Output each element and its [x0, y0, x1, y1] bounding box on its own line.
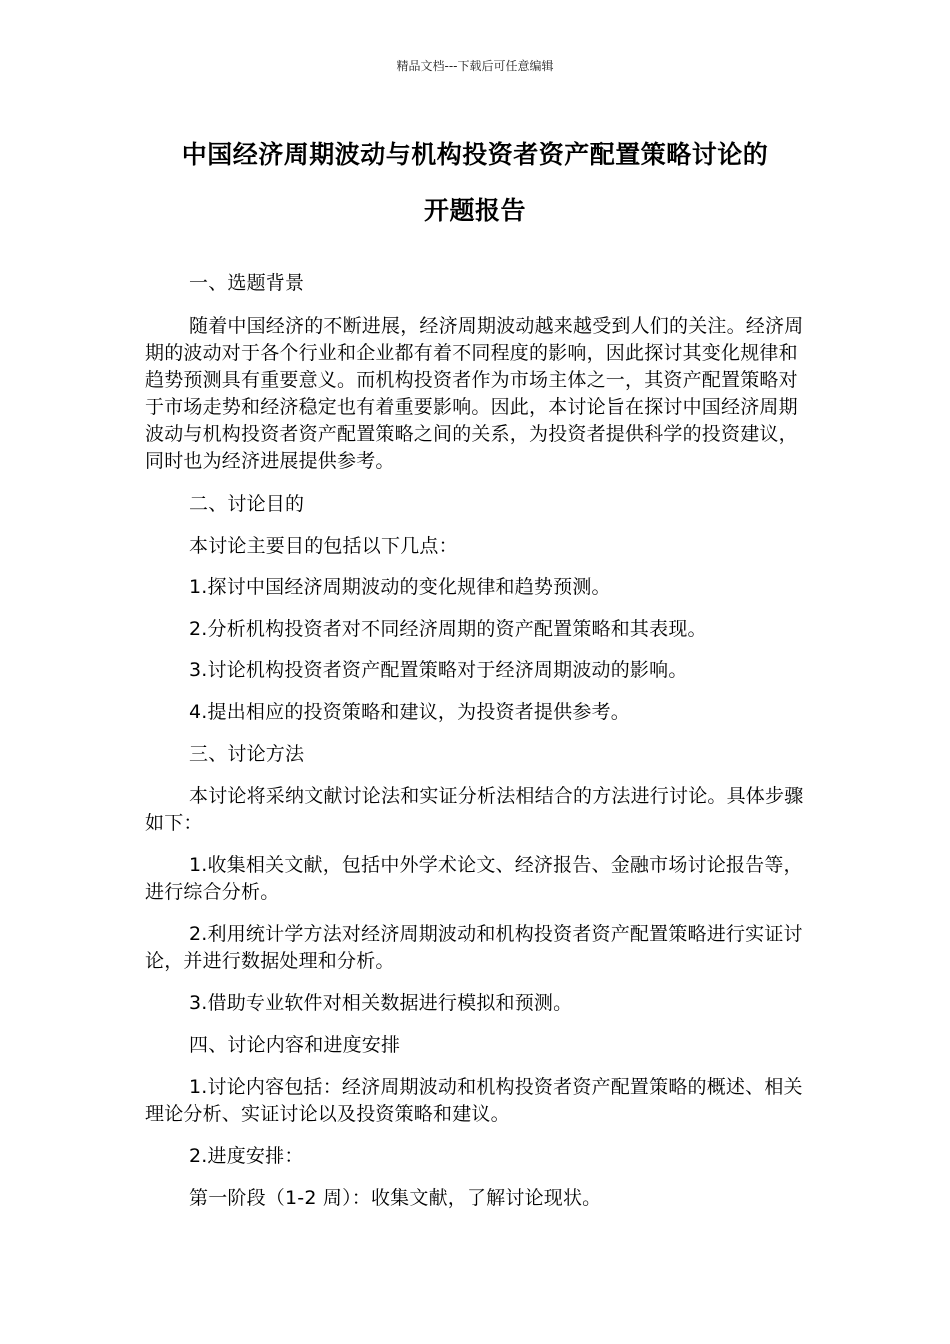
section-1-heading: 一、选题背景 — [189, 272, 305, 294]
document-title-line-1: 中国经济周期波动与机构投资者资产配置策略讨论的 — [181, 140, 769, 169]
section-1-paragraph: 随着中国经济的不断进展，经济周期波动越来越受到人们的关注。经济周期的波动对于各个行业和企业都有着不同程度的影响，因此探讨其变化规律和趋势预测具有重要意义。而机构投资者作为市场主体之一，其资产配置策略对于市场走势和经济稳定也有着重要影响。因此，本讨论旨在探讨中国经济周期波动与机构投资者资产配置策略之间的关系，为投资者提供科学的投资建议，同时也为经济进展提供参考。 — [145, 315, 804, 472]
section-2-heading: 二、讨论目的 — [189, 493, 305, 515]
section-4-heading: 四、讨论内容和进度安排 — [189, 1034, 401, 1056]
section-2-item-3: 3.讨论机构投资者资产配置策略对于经济周期波动的影响。 — [189, 659, 688, 681]
section-2-intro: 本讨论主要目的包括以下几点： — [189, 535, 458, 557]
header-note: 精品文档---下载后可任意编辑 — [396, 59, 554, 73]
section-2-item-2: 2.分析机构投资者对不同经济周期的资产配置策略和其表现。 — [189, 618, 707, 640]
section-2-item-1: 1.探讨中国经济周期波动的变化规律和趋势预测。 — [189, 576, 611, 598]
section-3-heading: 三、讨论方法 — [189, 743, 305, 765]
document-title-line-2: 开题报告 — [423, 196, 526, 225]
section-4-stage-1: 第一阶段（1-2 周）：收集文献，了解讨论现状。 — [189, 1187, 602, 1209]
section-2-item-4: 4.提出相应的投资策略和建议，为投资者提供参考。 — [189, 701, 630, 723]
section-3-item-2: 2.利用统计学方法对经济周期波动和机构投资者资产配置策略进行实证讨论，并进行数据处理和分析。 — [145, 923, 803, 972]
section-4-item-2: 2.进度安排： — [189, 1145, 304, 1167]
section-3-intro: 本讨论将采纳文献讨论法和实证分析法相结合的方法进行讨论。具体步骤如下： — [145, 785, 804, 834]
section-3-item-3: 3.借助专业软件对相关数据进行模拟和预测。 — [189, 992, 573, 1014]
section-4-item-1: 1.讨论内容包括：经济周期波动和机构投资者资产配置策略的概述、相关理论分析、实证讨论以及投资策略和建议。 — [145, 1076, 803, 1125]
section-3-item-1: 1.收集相关文献，包括中外学术论文、经济报告、金融市场讨论报告等，进行综合分析。 — [145, 854, 803, 903]
